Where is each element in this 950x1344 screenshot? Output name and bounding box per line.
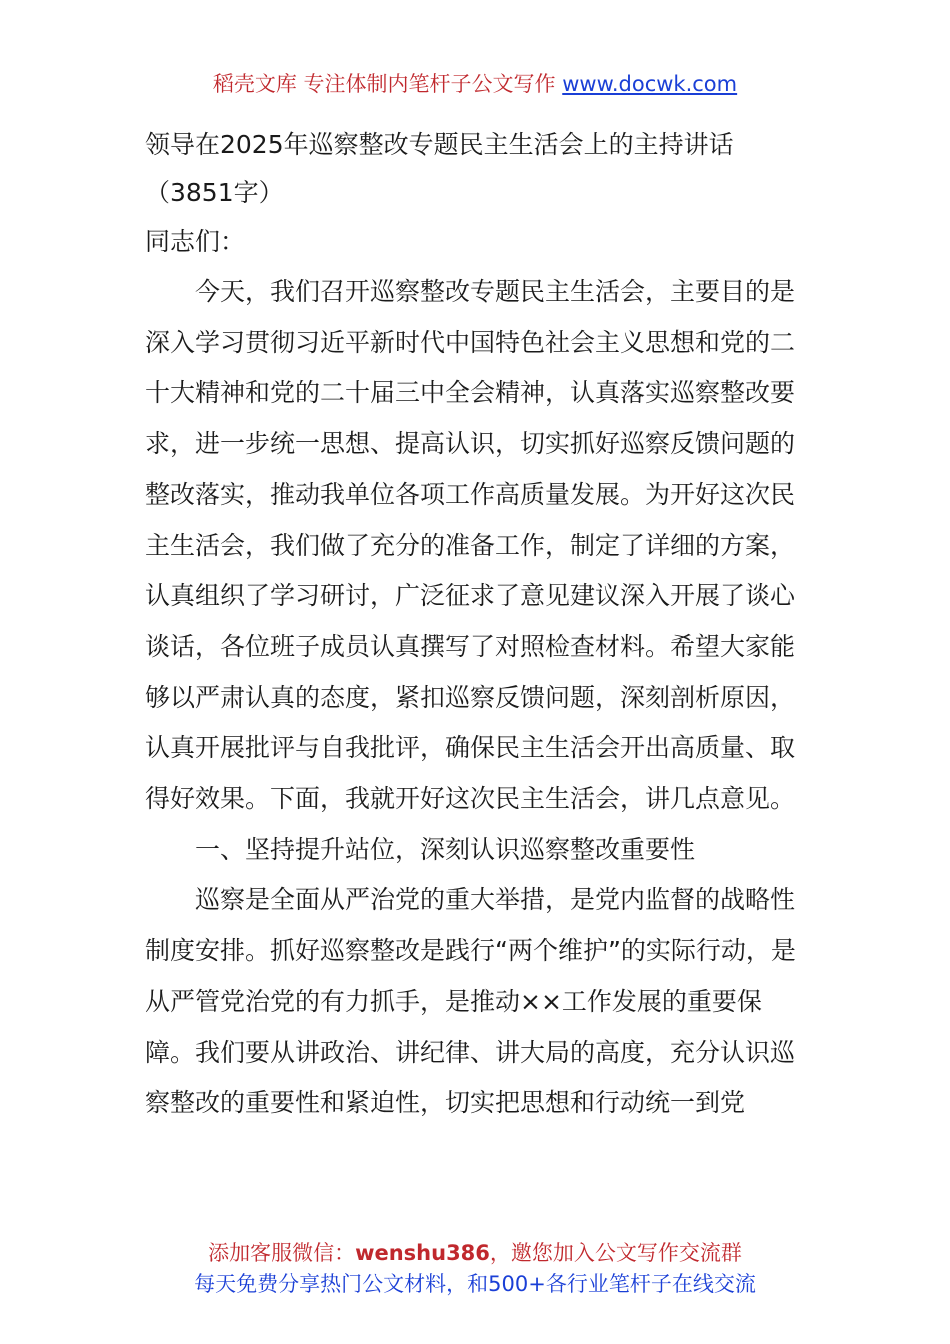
paragraph-intro: 今天，我们召开巡察整改专题民主生活会，主要目的是深入学习贯彻习近平新时代中国特色社会主义思想和党的二十大精神和党的二十届三中全会精神，认真落实巡察整改要求，进一步统一思想、提高认识，切实抓好巡察反馈问题的整改落实，推动我单位各项工作高质量发展。为开好这次民主生活会，我们做了充分的准备工作，制定了详细的方案，认真组织了学习研讨，广泛征求了意见建议深入开展了谈心谈话，各位班子成员认真撰写了对照检查材料。希望大家能够以严肃认真的态度，紧扣巡察反馈问题，深刻剖析原因，认真开展批评与自我批评，确保民主生活会开出高质量、取得好效果。下面，我就开好这次民主生活会，讲几点意见。 <box>145 277 796 814</box>
footer-contact-suffix: ，邀您加入公文写作交流群 <box>489 1241 742 1265</box>
salutation: 同志们： <box>145 227 246 256</box>
document-title: 领导在2025年巡察整改专题民主生活会上的主持讲话 <box>145 130 734 159</box>
footer-contact-line <box>0 1238 950 1269</box>
document-body <box>145 121 809 1129</box>
footer-contact-prefix: 添加客服微信： <box>208 1241 356 1265</box>
page-footer <box>0 1238 950 1300</box>
page-header <box>0 68 950 100</box>
wechat-id: wenshu386 <box>355 1241 490 1265</box>
website-link[interactable]: www.docwk.com <box>562 72 738 96</box>
brand-text: 稻壳文库 专注体制内笔杆子公文写作 <box>212 72 556 96</box>
section-heading: 一、坚持提升站位，深刻认识巡察整改重要性 <box>195 834 696 864</box>
word-count: （3851字） <box>145 178 284 207</box>
footer-promo-line: 每天免费分享热门公文材料，和500+各行业笔杆子在线交流 <box>194 1272 756 1296</box>
paragraph-section-1: 巡察是全面从严治党的重大举措，是党内监督的战略性制度安排。抓好巡察整改是践行“两个维护”的实际行动，是从严管党治党的有力抓手，是推动××工作发展的重要保障。我们要从讲政治、讲纪律、讲大局的高度，充分认识巡察整改的重要性和紧迫性，切实把思想和行动统一到党 <box>145 885 796 1118</box>
